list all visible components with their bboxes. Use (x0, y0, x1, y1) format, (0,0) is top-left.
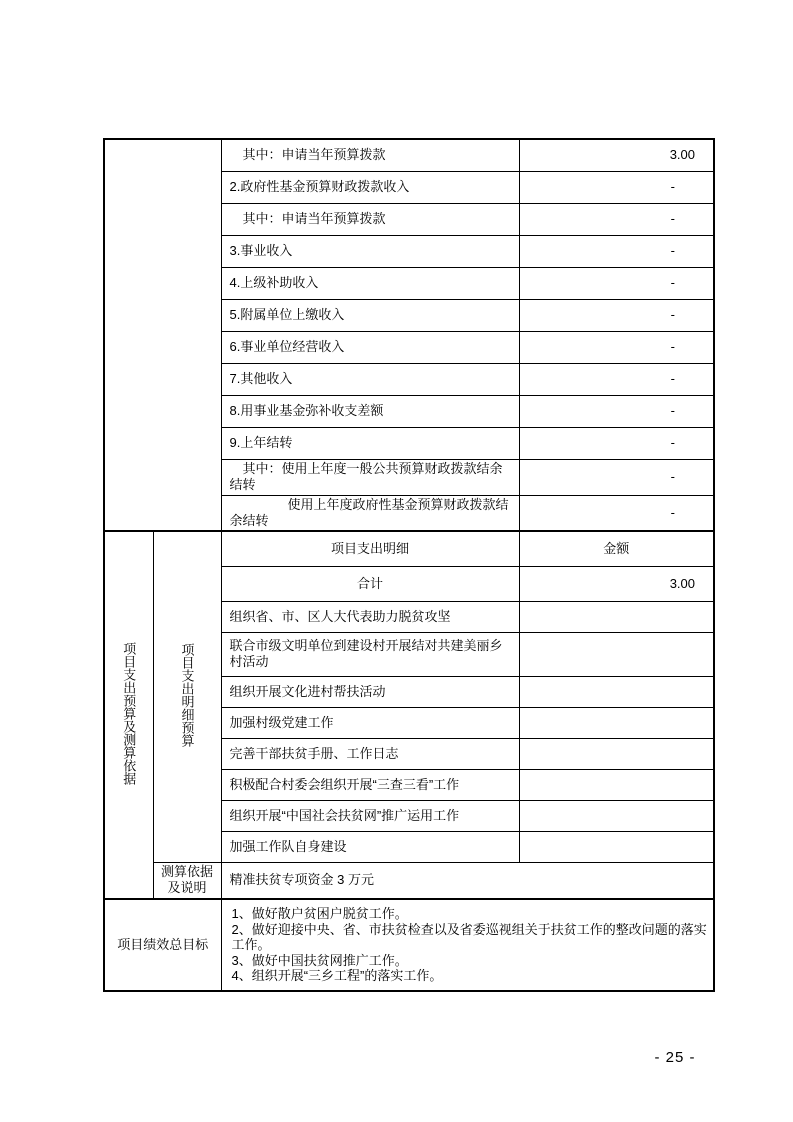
row-label: 6.事业单位经营收入 (221, 331, 519, 363)
row-label: 3.事业收入 (221, 235, 519, 267)
row-value: - (519, 395, 714, 427)
continued-label-cell (104, 139, 221, 531)
page-number: - 25 - (654, 1049, 696, 1066)
table-row (104, 862, 714, 899)
row-label: 8.用事业基金弥补收支差额 (221, 395, 519, 427)
goal-item: 1、做好散户贫困户脱贫工作。 (231, 906, 408, 922)
detail-item: 组织开展文化进村帮扶活动 (221, 676, 519, 707)
row-value: - (519, 459, 714, 495)
row-value: - (519, 235, 714, 267)
table-row (104, 899, 714, 991)
row-value: - (519, 331, 714, 363)
row-value: - (519, 363, 714, 395)
total-value: 3.00 (519, 566, 714, 601)
row-label: 2.政府性基金预算财政拨款收入 (221, 171, 519, 203)
basis-content: 精准扶贫专项资金 3 万元 (221, 862, 714, 899)
row-label: 7.其他收入 (221, 363, 519, 395)
row-value: - (519, 299, 714, 331)
detail-amount-cell (519, 769, 714, 800)
row-value: 3.00 (519, 139, 714, 171)
amount-column-header: 金额 (519, 531, 714, 566)
detail-item: 积极配合村委会组织开展“三查三看”工作 (221, 769, 519, 800)
basis-label: 测算依据及说明 (153, 862, 221, 899)
detail-amount-cell (519, 831, 714, 862)
goal-item: 3、做好中国扶贫网推广工作。 (231, 952, 408, 968)
performance-goal-content (221, 899, 714, 991)
detail-item: 组织开展“中国社会扶贫网”推广运用工作 (221, 800, 519, 831)
goal-item: 2、做好迎接中央、省、市扶贫检查以及省委巡视组关于扶贫工作的整改问题的落实工作。 (231, 921, 707, 953)
row-label: 9.上年结转 (221, 427, 519, 459)
row-value: - (519, 171, 714, 203)
table-row (104, 139, 714, 171)
table-row (104, 531, 714, 566)
goal-item: 4、组织开展“三乡工程”的落实工作。 (231, 968, 443, 984)
detail-amount-cell (519, 707, 714, 738)
row-label: 使用上年度政府性基金预算财政拨款结余结转 (221, 495, 519, 531)
detail-item: 完善干部扶贫手册、工作日志 (221, 738, 519, 769)
vertical-label-expenditure-detail-budget (153, 531, 221, 862)
detail-item: 加强村级党建工作 (221, 707, 519, 738)
row-label: 其中：申请当年预算拨款 (221, 139, 519, 171)
detail-amount-cell (519, 676, 714, 707)
row-label: 5.附属单位上缴收入 (221, 299, 519, 331)
row-label: 其中：使用上年度一般公共预算财政拨款结余结转 (221, 459, 519, 495)
detail-amount-cell (519, 738, 714, 769)
row-label: 4.上级补助收入 (221, 267, 519, 299)
detail-amount-cell (519, 601, 714, 632)
vertical-label-text: 项目支出明细预算 (179, 642, 195, 747)
row-label: 其中：申请当年预算拨款 (221, 203, 519, 235)
performance-goal-label: 项目绩效总目标 (104, 899, 221, 991)
detail-amount-cell (519, 632, 714, 676)
detail-item: 联合市级文明单位到建设村开展结对共建美丽乡村活动 (221, 632, 519, 676)
row-value: - (519, 495, 714, 531)
row-value: - (519, 203, 714, 235)
vertical-label-text: 项目支出预算及测算依据 (121, 641, 137, 785)
total-label: 合计 (221, 566, 519, 601)
detail-item: 组织省、市、区人大代表助力脱贫攻坚 (221, 601, 519, 632)
vertical-label-expenditure-budget-basis (104, 531, 153, 899)
detail-amount-cell (519, 800, 714, 831)
detail-item: 加强工作队自身建设 (221, 831, 519, 862)
row-value: - (519, 267, 714, 299)
budget-table (103, 138, 715, 992)
detail-column-header: 项目支出明细 (221, 531, 519, 566)
row-value: - (519, 427, 714, 459)
